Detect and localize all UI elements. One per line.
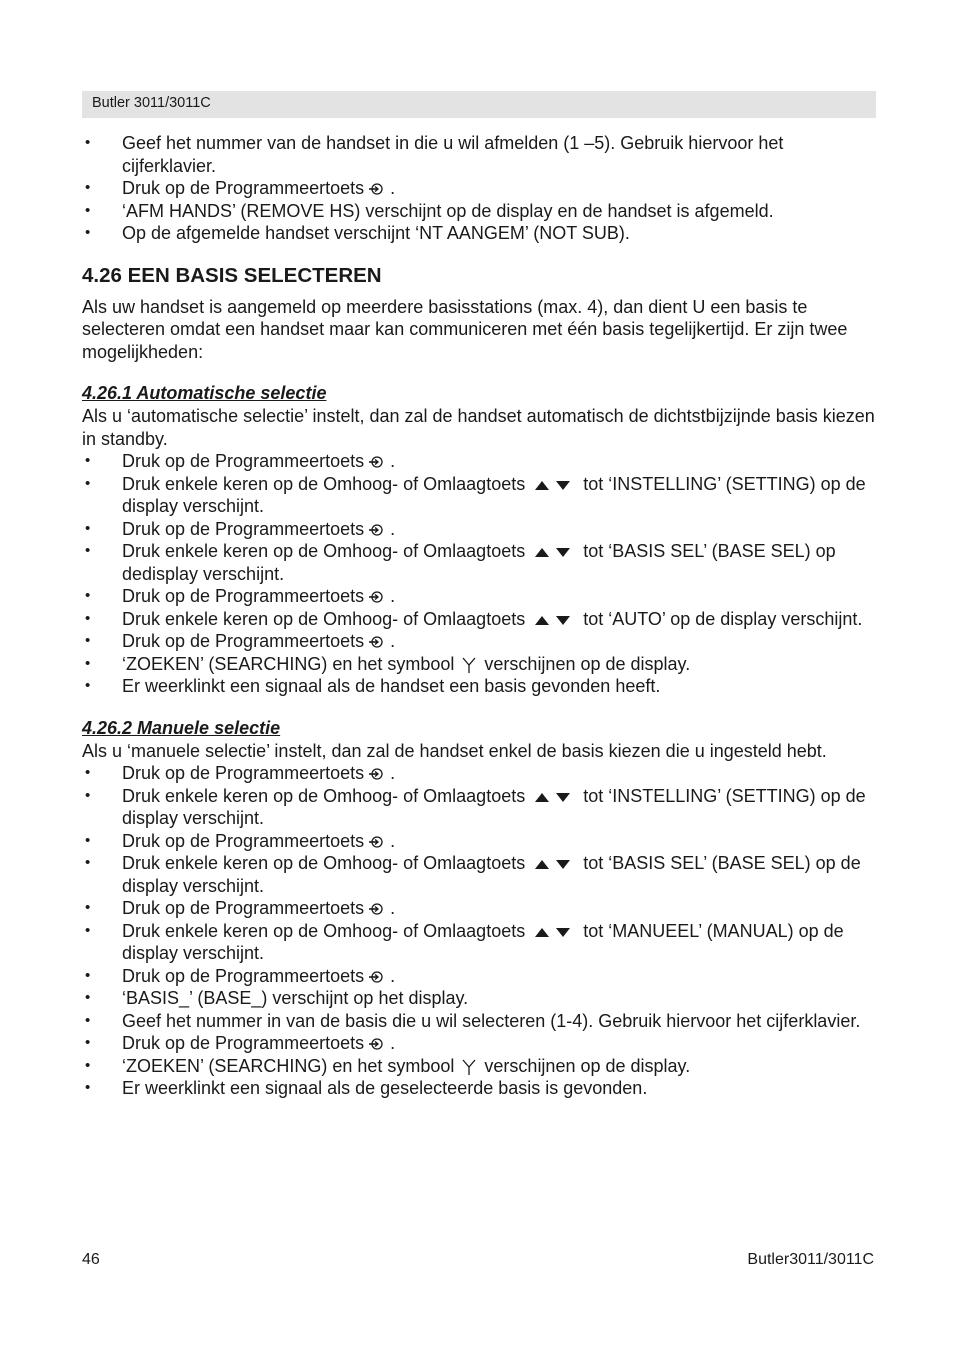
list-item: • Druk op de Programmeertoets . (85, 518, 396, 539)
footer-model: Butler3011/3011C (747, 1251, 874, 1268)
program-key-icon (368, 635, 386, 649)
up-down-arrows-icon (531, 478, 577, 492)
list-item: • Druk op de Programmeertoets . (85, 965, 396, 986)
list-item: • Druk op de Programmeertoets . (85, 898, 396, 918)
list-item: • Druk op de Programmeertoets . (85, 586, 396, 606)
list-item: • ‘ZOEKEN’ (SEARCHING) en het symbool verschijnen op de display. (85, 1055, 691, 1076)
subsection-heading-auto: 4.26.1 Automatische selectie (82, 383, 327, 403)
up-down-arrows-icon (531, 790, 577, 804)
up-down-arrows-icon (531, 857, 577, 871)
antenna-icon (460, 656, 478, 674)
manual-paragraph: Als u ‘manuele selectie’ instelt, dan zal de handset enkel de basis kiezen die u ingesteld hebt. (82, 740, 827, 761)
bullet-dot: • (85, 831, 91, 849)
list-item: • Geef het nummer van de handset in die u wil afmelden (1 –5). Gebruik hiervoor het cijferklavier. (85, 133, 784, 176)
bullet-dot: • (85, 899, 91, 916)
bullet-dot: • (85, 474, 91, 492)
list-item: • Druk op de Programmeertoets . (85, 1033, 396, 1053)
list-item: • Op de afgemelde handset verschijnt ‘NT AANGEM’ (NOT SUB). (85, 223, 630, 243)
bullet-dot: • (85, 677, 91, 694)
program-key-icon (368, 902, 386, 916)
list-item: • ‘BASIS_’ (BASE_) verschijnt op het display. (85, 988, 469, 1008)
bullet-dot: • (85, 519, 91, 537)
bullet-dot: • (85, 587, 91, 604)
up-down-arrows-icon (531, 545, 577, 559)
bullet-dot: • (85, 1079, 91, 1096)
list-item: • Druk op de Programmeertoets . (85, 763, 396, 783)
list-item: • Druk op de Programmeertoets . (85, 830, 396, 851)
program-key-icon (368, 590, 386, 604)
list-item: • Er weerklinkt een signaal als de handset een basis gevonden heeft. (85, 676, 661, 696)
auto-paragraph: Als u ‘automatische selectie’ instelt, dan zal de handset automatisch de dichtstbijzijnde basis kiezen in standby. (82, 406, 875, 449)
bullet-dot: • (85, 179, 91, 196)
list-item: • Druk op de Programmeertoets . (85, 178, 396, 198)
list-item: • Geef het nummer in van de basis die u wil selecteren (1-4). Gebruik hiervoor het cijferklavier. (85, 1010, 861, 1031)
bullet-dot: • (85, 452, 91, 469)
section-heading: 4.26 EEN BASIS SELECTEREN (82, 263, 382, 287)
bullet-dot: • (85, 224, 91, 241)
list-item: • Druk enkele keren op de Omhoog- of Omlaagtoets tot ‘INSTELLING’ (SETTING) op de display verschijnt. (85, 785, 866, 828)
header-bar (82, 91, 876, 118)
bullet-dot: • (85, 609, 91, 627)
up-down-arrows-icon (531, 613, 577, 627)
bullet-dot: • (85, 654, 91, 672)
list-item: • Druk enkele keren op de Omhoog- of Omlaagtoets tot ‘AUTO’ op de display verschijnt. (85, 608, 863, 629)
bullet-dot: • (85, 1011, 91, 1029)
bullet-dot: • (85, 632, 91, 649)
list-item: • Er weerklinkt een signaal als de geselecteerde basis is gevonden. (85, 1078, 648, 1098)
bullet-dot: • (85, 921, 91, 939)
list-item: • ‘ZOEKEN’ (SEARCHING) en het symbool verschijnen op de display. (85, 653, 691, 674)
antenna-icon (460, 1058, 478, 1076)
bullet-dot: • (85, 966, 91, 984)
bullet-dot: • (85, 542, 91, 559)
page-content (82, 132, 878, 1100)
list-item: • Druk enkele keren op de Omhoog- of Omlaagtoets tot ‘MANUEEL’ (MANUAL) op de display verschijnt. (85, 920, 844, 963)
page-number: 46 (82, 1251, 100, 1268)
program-key-icon (368, 455, 386, 469)
bullet-dot: • (85, 1056, 91, 1074)
program-key-icon (368, 835, 386, 849)
bullet-dot: • (85, 989, 91, 1006)
program-key-icon (368, 1037, 386, 1051)
up-down-arrows-icon (531, 925, 577, 939)
program-key-icon (368, 523, 386, 537)
program-key-icon (368, 767, 386, 781)
bullet-dot: • (85, 764, 91, 781)
program-key-icon (368, 970, 386, 984)
list-item: • Druk op de Programmeertoets . (85, 451, 396, 471)
bullet-dot: • (85, 786, 91, 804)
bullet-dot: • (85, 1034, 91, 1051)
list-item: • ‘AFM HANDS’ (REMOVE HS) verschijnt op de display en de handset is afgemeld. (85, 200, 774, 221)
bullet-dot: • (85, 201, 91, 219)
header-title: Butler 3011/3011C (92, 95, 211, 111)
section-paragraph: Als uw handset is aangemeld op meerdere basisstations (max. 4), dan dient U een basis te selecteren omdat een handset maar kan communiceren met één basis tegelijkertijd. Er zijn twee mogelijkheden: (82, 296, 848, 362)
list-item: • Druk enkele keren op de Omhoog- of Omlaagtoets tot ‘INSTELLING’ (SETTING) op de display verschijnt. (85, 473, 866, 516)
subsection-heading-manual: 4.26.2 Manuele selectie (82, 717, 281, 738)
bullet-dot: • (85, 134, 91, 151)
list-item: • Druk op de Programmeertoets . (85, 631, 396, 651)
list-item: • Druk enkele keren op de Omhoog- of Omlaagtoets tot ‘BASIS SEL’ (BASE SEL) op dedisplay verschijnt. (85, 541, 836, 584)
list-item: • Druk enkele keren op de Omhoog- of Omlaagtoets tot ‘BASIS SEL’ (BASE SEL) op de display verschijnt. (85, 853, 861, 896)
program-key-icon (368, 182, 386, 196)
bullet-dot: • (85, 854, 91, 871)
